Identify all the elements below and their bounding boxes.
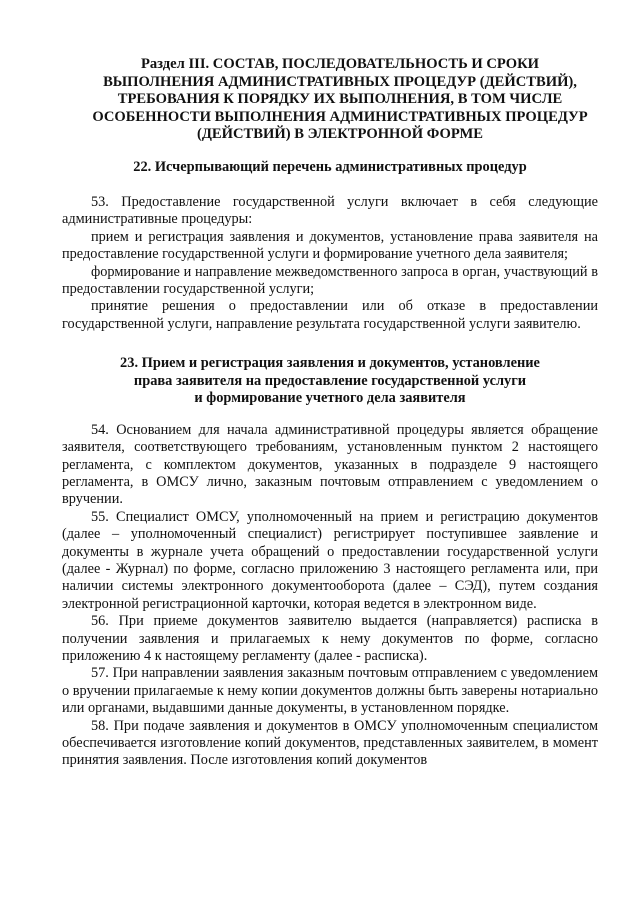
section-title <box>62 56 598 144</box>
paragraph-57: 57. При направлении заявления заказным почтовым отправлением с уведомлением о вручении прилагаемые к нему копии документов должны быть заверены нотариально или органами, выдавшими данные документы, в установленном порядке. <box>62 665 598 717</box>
section-title-line: Раздел III. СОСТАВ, ПОСЛЕДОВАТЕЛЬНОСТЬ И СРОКИ <box>140 56 540 72</box>
paragraph-56: 56. При приеме документов заявителю выдается (направляется) расписка в получении заявления и прилагаемых к нему документов по форме, согласно приложению 4 к настоящему регламенту (далее - расписка). <box>62 613 598 665</box>
subsection-23-title <box>62 355 598 408</box>
subsection-23-title-line: права заявителя на предоставление государственной услуги <box>133 372 527 389</box>
paragraph-54: 54. Основанием для начала административной процедуры является обращение заявителя, соответствующего требованиям, установленным пунктом 2 настоящего регламента, с комплектом документов, указанных в подразделе 9 настоящего регламента, в ОМСУ лично, заказным почтовым отправлением с уведомлением о вручении. <box>62 421 598 508</box>
subsection-22-title: 22. Исчерпывающий перечень административных процедур <box>133 158 527 175</box>
subsection-23-body <box>62 422 598 770</box>
section-title-line: ВЫПОЛНЕНИЯ АДМИНИСТРАТИВНЫХ ПРОЦЕДУР (ДЕЙСТВИЙ), <box>103 73 577 90</box>
section-title-line: ОСОБЕННОСТИ ВЫПОЛНЕНИЯ АДМИНИСТРАТИВНЫХ ПРОЦЕДУР <box>92 108 588 125</box>
paragraph-58: 58. При подаче заявления и документов в ОМСУ уполномоченным специалистом обеспечивается изготовление копий документов, представленных заявителем, в момент принятия заявления. После изготовления копий документов <box>62 717 598 769</box>
section-title-line: ТРЕБОВАНИЯ К ПОРЯДКУ ИХ ВЫПОЛНЕНИЯ, В ТОМ ЧИСЛЕ <box>117 91 563 107</box>
subsection-23-title-line: 23. Прием и регистрация заявления и документов, установление <box>120 355 540 372</box>
list-item-procedure-1: прием и регистрация заявления и документов, установление права заявителя на предоставление государственной услуги и формирование учетного дела заявителя; <box>62 228 598 263</box>
paragraph-55: 55. Специалист ОМСУ, уполномоченный на прием и регистрацию документов (далее – уполномоченный специалист) регистрирует поступившее заявление и документы в журнале учета обращений о предоставлении государственной услуги (далее - Журнал) по форме, согласно приложению 3 настоящего регламента или, при наличии системы электронного документооборота (далее – СЭД), путем создания электронной регистрационной карточки, которая ведется в электронном виде. <box>62 508 598 612</box>
list-item-procedure-2: формирование и направление межведомственного запроса в орган, участвующий в предоставлении государственной услуги; <box>62 263 598 298</box>
list-item-procedure-3: принятие решения о предоставлении или об отказе в предоставлении государственной услуги, направление результата государственной услуги заявителю. <box>62 298 598 332</box>
paragraph-53: 53. Предоставление государственной услуги включает в себя следующие административные процедуры: <box>62 194 598 228</box>
subsection-23-title-line: и формирование учетного дела заявителя <box>194 390 466 407</box>
subsection-22-body <box>62 194 598 333</box>
section-title-line: (ДЕЙСТВИЙ) В ЭЛЕКТРОННОЙ ФОРМЕ <box>197 126 483 142</box>
